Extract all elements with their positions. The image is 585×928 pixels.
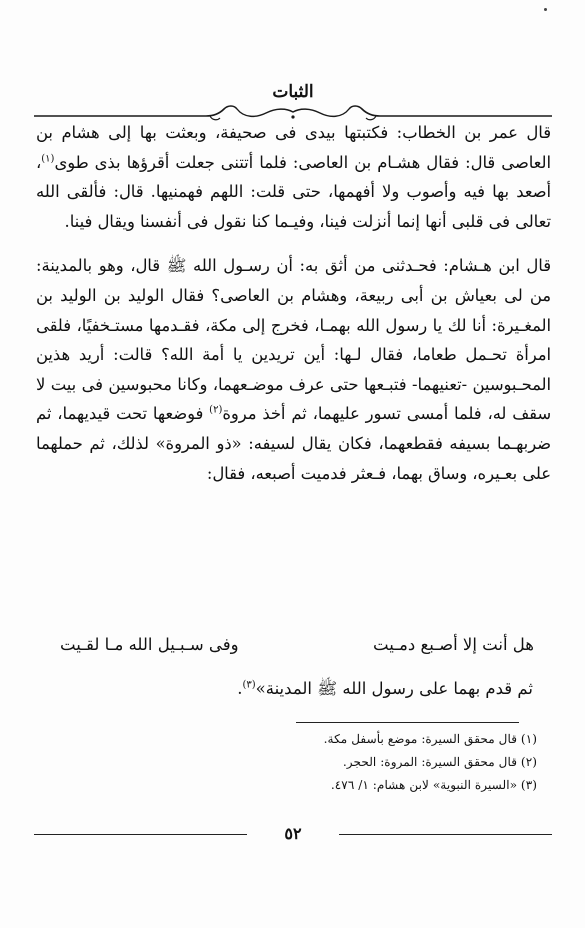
footnote-ref-3: (٣) [242, 679, 256, 691]
footnotes [324, 728, 537, 797]
main-text [36, 118, 551, 488]
footer-rule-right [339, 834, 552, 835]
closing-period: . [237, 679, 243, 698]
paragraph-1-text: قال عمر بن الخطاب: فكتبتها بيدى فى صحيفة، وبعثت بها إلى هشام بن العاصى قال: فقال هشـام بن العاصى: فلما أتتنى جعلت أقرؤها بذى طوى [36, 123, 551, 172]
verse-second-hemistich: وفى سـبـيل الله مـا لقـيت [60, 635, 239, 654]
footnote-1: (١) قال محقق السيرة: موضع بأسفل مكة. [323, 732, 537, 746]
footnote-2: (٢) قال محقق السيرة: المروة: الحجر. [342, 755, 537, 769]
page-number: ٥٢ [284, 824, 302, 843]
paragraph-1 [36, 118, 551, 236]
footnote-ref-1: (١) [41, 153, 55, 165]
scan-speck [544, 8, 547, 11]
footnote-ref-2: (٢) [209, 404, 223, 416]
page-footer [34, 824, 552, 844]
footnote-separator [296, 722, 519, 723]
paragraph-2-text: قال ابن هـشام: فحـدثنى من أثق به: أن رسـول الله ﷺ قال، وهو بالمدينة: من لى بعياش بن أبى ربيعة، وهشام بن العاصى؟ فقال الوليد بن الوليد بن المغـيرة: أنا لك يا رسول الله بهمـا، فخرج إلى مكة، فقـدمها مستـخفيًا، فلقى امرأة تحـمل طعاما، فقال لـها: أين تريدين يا أمة الله؟ قالت: أريد هذين المحـبوسين -تعنيهما- فتبـعها حتى عرف موضـعهما، وكانا محبوسين فى بيت لا سقف له، فلما أمسى تسور عليهما، ثم أخذ مروة [36, 256, 551, 424]
poetry-verse [60, 630, 534, 660]
paragraph-2 [36, 251, 551, 488]
chapter-title: الثبات [272, 82, 314, 102]
paragraph-2-continuation: فوضعها تحت قيديهما، ثم ضربهـما بسيفه فقطعهما، فكان يقال لسيفه: «ذو المروة» لذلك، ثم حملهما على بعـيره، وساق بهما، فـعثر فدميت أصبعه، فقال: [36, 404, 551, 483]
verse-first-hemistich: هل أنت إلا أصـبع دمـيت [373, 635, 534, 654]
closing-line [237, 674, 533, 704]
paragraph-1-continuation: ، أصعد بها فيه وأصوب ولا أفهمها، حتى قلت: اللهم فهمنيها. قال: فألقى الله تعالى فى قلبى أنها إنما أنزلت فينا، وفيـما كنا نقول فى أنفسنا ويقال فينا. [36, 152, 551, 231]
running-header [34, 78, 552, 122]
closing-text: ثم قدم بهما على رسول الله ﷺ المدينة» [255, 679, 533, 698]
footnote-3: (٣) «السيرة النبوية» لابن هشام: ١/ ٤٧٦. [330, 778, 537, 792]
